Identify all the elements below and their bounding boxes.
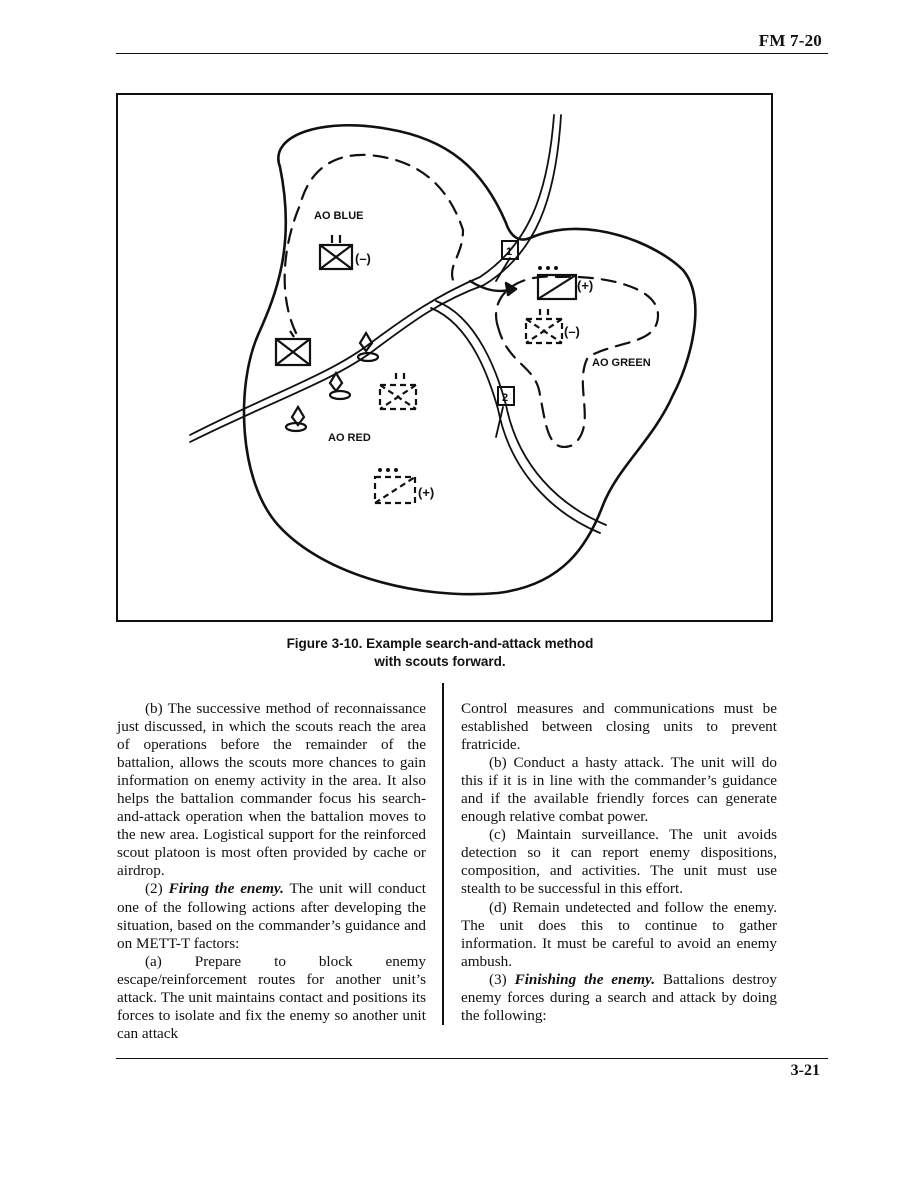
page-number: 3-21 [790, 1062, 820, 1079]
road-branch-1 [436, 301, 606, 525]
paragraph-2-firing: (2) Firing the enemy. The unit will conduct one of the following actions after developing the situation, based on the commander’s guidance and on METT-T factors: [117, 880, 426, 952]
header-rule [116, 53, 828, 54]
figure-caption-line2: with scouts forward. [374, 654, 506, 669]
unit-ao-red-center-symbol [380, 373, 416, 409]
map-diagram [118, 95, 771, 620]
figure-caption-line1: Figure 3-10. Example search-and-attack method [286, 636, 594, 651]
checkpoint-2-leader [496, 407, 503, 437]
left-column [117, 700, 426, 1043]
paragraph-b-hasty-attack: (b) Conduct a hasty attack. The unit will do this if it is in line with the commander’s guidance and if the available friendly forces can generate enough relative combat power. [461, 754, 777, 826]
label-ao-blue: AO BLUE [314, 210, 364, 222]
op-marker-2 [330, 373, 350, 399]
unit-ao-red-reserve-symbol [375, 477, 415, 503]
paragraph-3-finishing: (3) Finishing the enemy. Battalions destroy enemy forces during a search and attack by doing the following: [461, 970, 777, 1024]
label-unit-blue-strength: (–) [355, 251, 371, 266]
label-unit-reserve: (+) [418, 485, 435, 500]
paragraph-control-measures: Control measures and communications must be established between closing units to prevent fratricide. [461, 700, 777, 754]
label-checkpoint-1: 1 [506, 246, 513, 258]
label-unit-green-minus: (–) [564, 324, 580, 339]
checkpoint-1-leader [496, 258, 510, 281]
running-header: FM 7-20 [758, 31, 822, 50]
label-ao-red: AO RED [328, 432, 371, 444]
label-unit-green-strength: (+) [577, 278, 594, 293]
label-checkpoint-2: 2 [502, 392, 509, 404]
footer-rule [116, 1058, 828, 1059]
label-ao-green: AO GREEN [592, 357, 651, 369]
paragraph-b-successive: (b) The successive method of reconnaissance just discussed, in which the scouts reach the area of operations before the remainder of the battalion, allows the scouts more chances to gain information on enemy activity in the area. It also helps the battalion commander focus his search-and-attack operation when the battalion moves to the new area. Logistical support for the reinforced scout platoon is most often provided by cache or airdrop. [117, 700, 426, 880]
right-column [461, 700, 777, 1025]
road-branch-2 [431, 308, 600, 533]
op-marker-3 [286, 407, 306, 431]
op-marker-1 [358, 333, 378, 361]
paragraph-d-undetected: (d) Remain undetected and follow the enemy. The unit does this to continue to gather information. It must be careful to avoid an enemy ambush. [461, 898, 777, 970]
unit-scout-left-symbol [276, 331, 310, 365]
column-divider [442, 683, 444, 1025]
figure-map [116, 93, 773, 622]
unit-ao-green-plus-symbol [538, 275, 576, 299]
paragraph-c-surveillance: (c) Maintain surveillance. The unit avoids detection so it can report enemy dispositions, composition, and activities. The unit must use stealth to be successful in this effort. [461, 826, 777, 898]
unit-ao-blue-symbol [320, 235, 352, 269]
unit-ao-green-minus-symbol [526, 309, 562, 343]
paragraph-a-block: (a) Prepare to block enemy escape/reinforcement routes for another unit’s attack. The unit maintains contact and positions its forces to isolate and fix the enemy so another unit can attack [117, 952, 426, 1042]
